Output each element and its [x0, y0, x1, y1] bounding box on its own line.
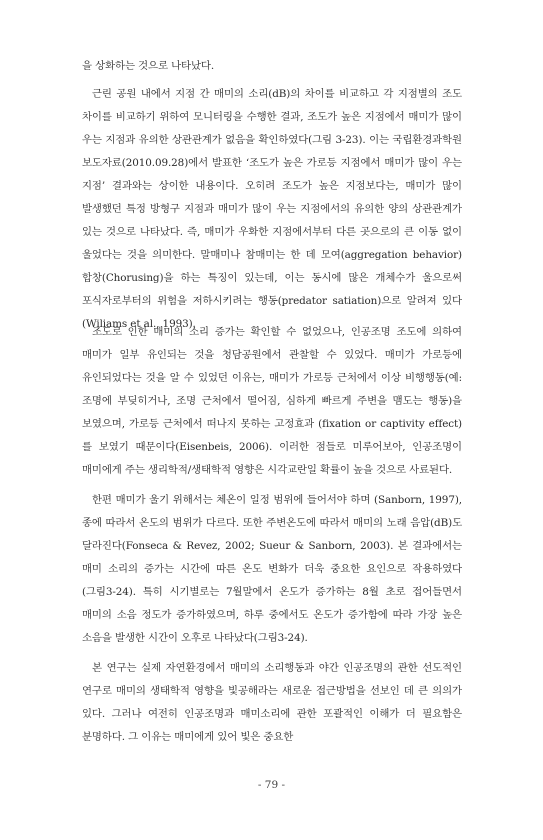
paragraph-noise-light-correlation: 근린 공원 내에서 지점 간 매미의 소리(dB)의 차이를 비교하고 각 지점별의 조도 차이를 비교하기 위하여 모니터링을 수행한 결과, 조도가 높은 지점에서 매미가 많이 우는 지점과 유의한 상관관계가 없음을 확인하였다(그림 3-23). 이는 국립환경과학원 보도자료(2010.09.28)에서 발표한 ‘조도가 높은 가로등 지점에서 매미가 많이 우는 지점’ 결과와는 상이한 내용이다. 오히려 조도가 높은 지점보다는, 매미가 많이 발생했던 특정 방형구 지점과 매미가 많이 우는 지점에서의 유의한 양의 상관관계가 있는 것으로 나타났다. 즉, 매미가 우화한 지점에서부터 다른 곳으로의 큰 이동 없이 울었다는 것을 의미한다. 말매미나 참매미는 한 데 모여(aggregation behavior) 합창(Chorusing)을 하는 특징이 있는데, 이는 동시에 많은 개체수가 울으로써 포식자로부터의 위험을 저하시키려는 행동(predator satiation)으로 알려져 있다(Wiliams et al., 1993).	[82, 88, 462, 330]
paragraph-attraction-to-streetlights: 조도로 인한 매미의 소리 증가는 확인할 수 없었으나, 인공조명 조도에 의하여 매미가 일부 유인되는 것을 청담공원에서 관찰할 수 있었다. 매미가 가로등에 유인되었다는 것을 알 수 있었던 이유는, 매미가 가로등 근처에서 이상 비행행동(예: 조명에 부딪히거나, 조명 근처에서 떨어짐, 심하게 빠르게 주변을 맴도는 행동)을 보였으며, 가로등 근처에서 떠나지 못하는 고정효과 (fixation or captivity effect)를 보였기 때문이다(Eisenbeis, 2006). 이러한 점들로 미루어보아, 인공조명이 매미에게 주는 생리학적/생태학적 영향은 시각교란일 확률이 높을 것으로 사료된다.	[82, 326, 462, 476]
paragraph-study-significance: 본 연구는 실제 자연환경에서 매미의 소리행동과 야간 인공조명의 관한 선도적인 연구로 매미의 생태학적 영향을 빛공해라는 새로운 접근방법을 선보인 데 큰 의의가 있다. 그러나 여전히 인공조명과 매미소리에 관한 포괄적인 이해가 더 필요함은 분명하다. 그 이유는 매미에게 있어 빛은 중요한	[82, 662, 462, 743]
paragraph-temperature-effect: 한편 매미가 울기 위해서는 체온이 일정 범위에 들어서야 하며 (Sanborn, 1997), 종에 따라서 온도의 범위가 다르다. 또한 주변온도에 따라서 매미의 노래 음압(dB)도 달라진다(Fonseca & Revez, 2002; Sueur & Sanborn, 2003). 본 결과에서는 매미 소리의 증가는 시간에 따른 온도 변화가 더욱 중요한 요인으로 작용하였다(그림3-24). 특히 시기별로는 7월말에서 온도가 증가하는 8월 초로 접어들면서 매미의 소음 정도가 증가하였으며, 하루 중에서도 온도가 증가함에 따라 가장 높은 소음을 발생한 시간이 오후로 나타났다(그림3-24).	[82, 494, 463, 644]
page-number: - 79 -	[257, 779, 286, 791]
paragraph-continuation: 을 상화하는 것으로 나타났다.	[82, 60, 215, 72]
